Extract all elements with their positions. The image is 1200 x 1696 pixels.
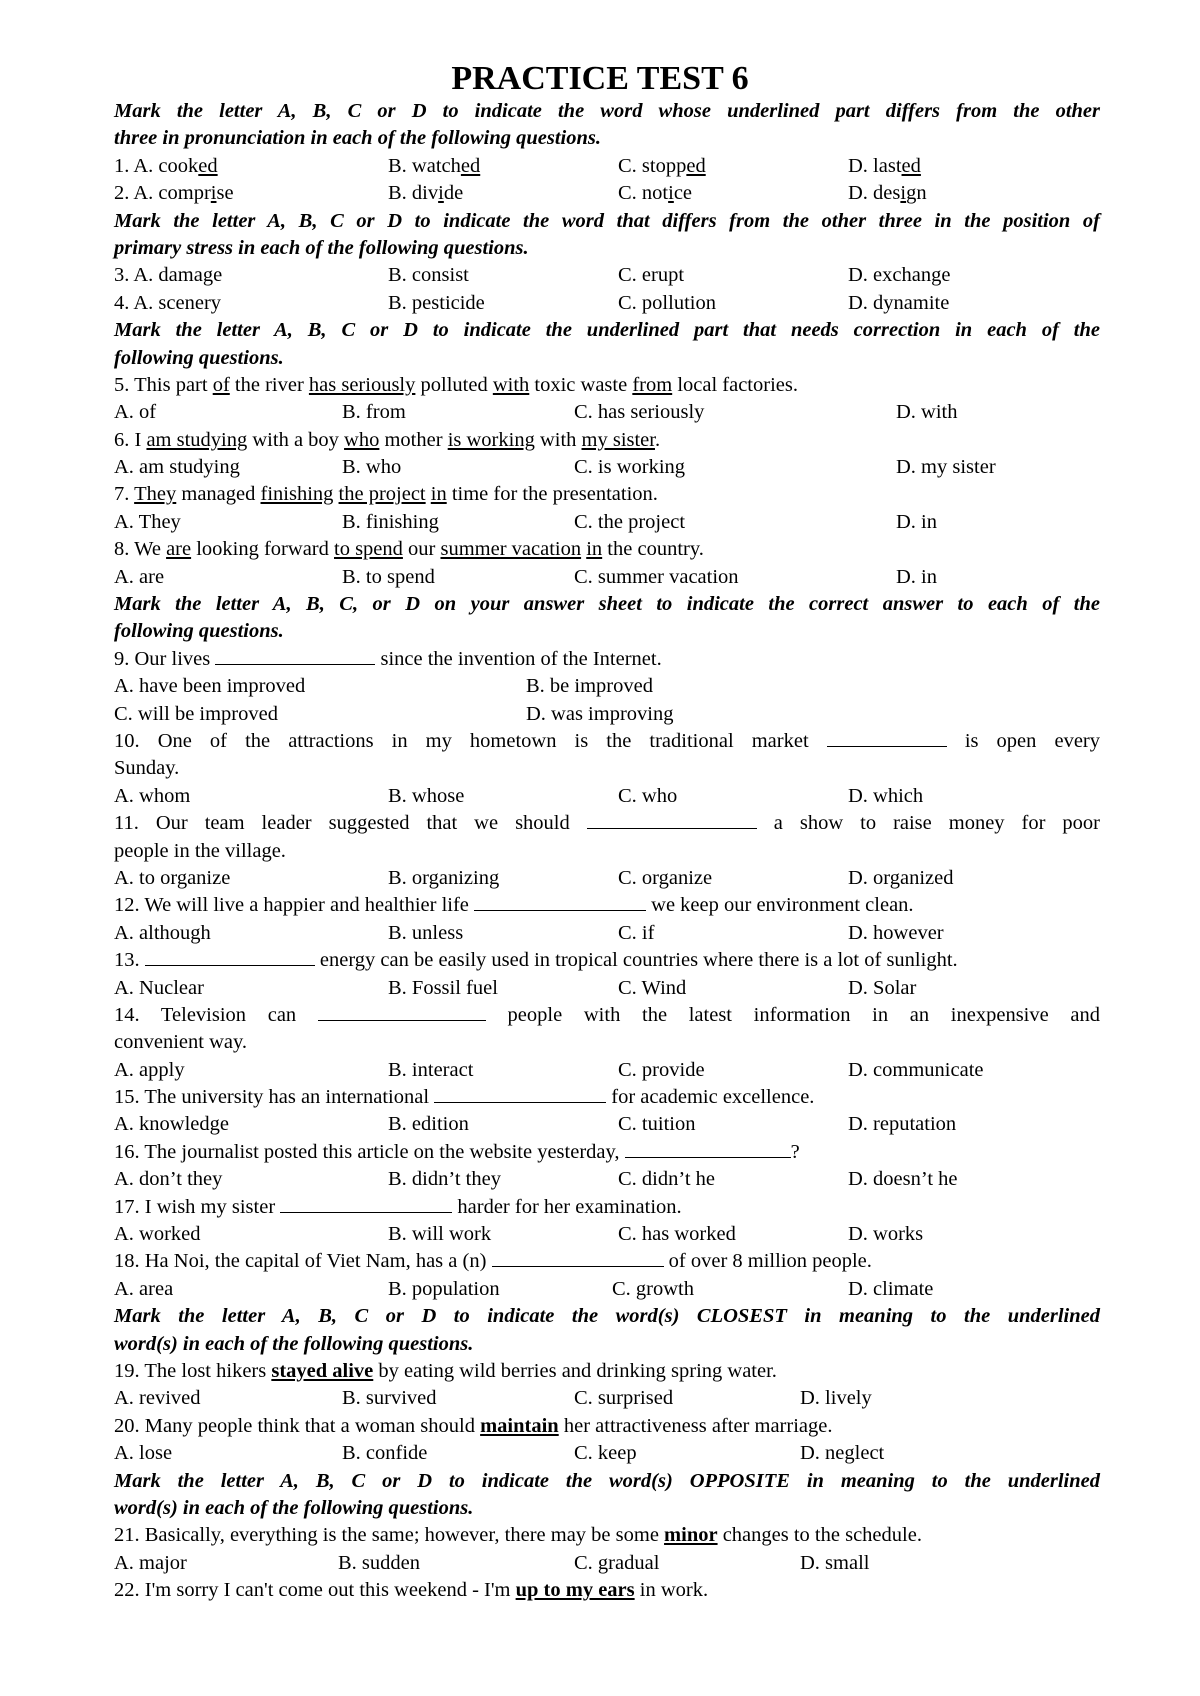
question-19-options [114, 1385, 1100, 1412]
question-19-stem: 19. The lost hikers stayed alive by eating wild berries and drinking spring water. [114, 1359, 777, 1382]
option-17a: A. worked [114, 1223, 201, 1246]
option-15b: B. edition [388, 1113, 469, 1136]
question-12-stem: 12. We will live a happier and healthier life we keep our environment clean. [114, 894, 914, 917]
instruction-opposite-cont: word(s) in each of the following questions. [114, 1496, 474, 1519]
question-10-stem-cont: Sunday. [114, 757, 180, 780]
question-1-options [114, 153, 1100, 180]
instruction-correction-cont: following questions. [114, 346, 284, 369]
option-16a: A. don’t they [114, 1168, 223, 1191]
option-14a: A. apply [114, 1058, 185, 1081]
question-5-options [114, 399, 1100, 426]
option-1d: D. lasted [848, 154, 921, 177]
option-8b: B. to spend [342, 565, 435, 588]
option-20b: B. confide [342, 1442, 428, 1465]
option-16c: C. didn’t he [618, 1168, 715, 1191]
question-7-stem: 7. They managed finishing the project in time for the presentation. [114, 483, 658, 506]
option-7c: C. the project [574, 510, 686, 533]
question-2-options [114, 180, 1100, 207]
question-21-stem: 21. Basically, everything is the same; however, there may be some minor changes to the schedule. [114, 1524, 922, 1547]
option-2a: 2. A. comprise [114, 182, 234, 205]
instruction-correct-answer-cont: following questions. [114, 620, 284, 643]
option-14c: C. provide [618, 1058, 705, 1081]
option-4b: B. pesticide [388, 291, 485, 314]
answer-blank [474, 892, 646, 911]
option-11d: D. organized [848, 866, 954, 889]
question-8-options [114, 564, 1100, 591]
answer-blank [280, 1194, 452, 1213]
option-13d: D. Solar [848, 976, 917, 999]
option-10d: D. which [848, 784, 924, 807]
instruction-stress: Mark the letter A, B, C or D to indicate the word that differs from the other three in the position of [114, 209, 1100, 232]
instruction-pronunciation: Mark the letter A, B, C or D to indicate the word whose underlined part differs from the other [114, 100, 1100, 122]
option-5d: D. with [896, 401, 958, 424]
option-5a: A. of [114, 401, 157, 424]
option-18d: D. climate [848, 1277, 934, 1300]
option-15c: C. tuition [618, 1113, 696, 1136]
answer-blank [215, 646, 375, 665]
question-16-stem: 16. The journalist posted this article on the website yesterday, ? [114, 1140, 800, 1163]
option-20c: C. keep [574, 1442, 637, 1465]
option-17b: B. will work [388, 1223, 492, 1246]
question-20-options [114, 1440, 1100, 1467]
question-17-stem: 17. I wish my sister harder for her examination. [114, 1195, 682, 1218]
answer-blank [434, 1084, 606, 1103]
option-7d: D. in [896, 510, 937, 533]
option-17d: D. works [848, 1223, 924, 1246]
option-18a: A. area [114, 1277, 174, 1300]
instruction-closest: Mark the letter A, B, C or D to indicate the word(s) CLOSEST in meaning to the underlined [114, 1305, 1100, 1328]
question-11-stem: 11. Our team leader suggested that we should a show to raise money for poor [114, 812, 1101, 835]
question-18-options [114, 1276, 1100, 1303]
question-4-options [114, 290, 1100, 317]
answer-blank [492, 1248, 664, 1267]
option-19c: C. surprised [574, 1387, 674, 1410]
option-16d: D. doesn’t he [848, 1168, 958, 1191]
question-6-stem: 6. I am studying with a boy who mother is working with my sister. [114, 428, 661, 451]
option-19a: A. revived [114, 1387, 201, 1410]
option-11c: C. organize [618, 866, 713, 889]
instruction-correct-answer: Mark the letter A, B, C, or D on your answer sheet to indicate the correct answer to each of the [114, 593, 1100, 616]
question-8-stem: 8. We are looking forward to spend our summer vacation in the country. [114, 538, 704, 561]
instruction-pronunciation-cont: three in pronunciation in each of the following questions. [114, 127, 601, 150]
option-4a: 4. A. scenery [114, 291, 222, 314]
question-9-options-cd [114, 701, 1100, 728]
question-7-options [114, 509, 1100, 536]
questions-body [114, 98, 1100, 1604]
answer-blank [318, 1002, 486, 1021]
option-2c: C. notice [618, 182, 693, 205]
option-15a: A. knowledge [114, 1113, 230, 1136]
option-18c: C. growth [612, 1277, 694, 1300]
question-11-stem-cont: people in the village. [114, 839, 286, 862]
option-6d: D. my sister [896, 456, 996, 479]
question-9-options-ab [114, 673, 1100, 700]
option-5b: B. from [342, 401, 406, 424]
option-10a: A. whom [114, 784, 191, 807]
option-10c: C. who [618, 784, 678, 807]
answer-blank [587, 810, 757, 829]
option-9c: C. will be improved [114, 702, 278, 725]
option-17c: C. has worked [618, 1223, 736, 1246]
question-18-stem: 18. Ha Noi, the capital of Viet Nam, has a (n) of over 8 million people. [114, 1250, 872, 1273]
option-21a: A. major [114, 1551, 187, 1574]
option-15d: D. reputation [848, 1113, 957, 1136]
option-6a: A. am studying [114, 456, 240, 479]
option-3a: 3. A. damage [114, 264, 223, 287]
option-1a: 1. A. cooked [114, 154, 218, 177]
option-12a: A. although [114, 921, 211, 944]
option-1c: C. stopped [618, 154, 706, 177]
option-18b: B. population [388, 1277, 500, 1300]
question-21-options [114, 1550, 1100, 1577]
option-11b: B. organizing [388, 866, 500, 889]
question-9-stem: 9. Our lives since the invention of the Internet. [114, 647, 662, 670]
question-13-options [114, 975, 1100, 1002]
option-13b: B. Fossil fuel [388, 976, 498, 999]
option-19b: B. survived [342, 1387, 437, 1410]
answer-blank [145, 947, 315, 966]
answer-blank [625, 1139, 791, 1158]
option-2b: B. divide [388, 182, 464, 205]
option-8d: D. in [896, 565, 937, 588]
option-4c: C. pollution [618, 291, 716, 314]
answer-blank [827, 728, 947, 747]
option-3b: B. consist [388, 264, 469, 287]
question-14-stem: 14. Television can people with the latest information in an inexpensive and [114, 1003, 1100, 1026]
option-12c: C. if [618, 921, 655, 944]
question-20-stem: 20. Many people think that a woman should maintain her attractiveness after marriage. [114, 1414, 833, 1437]
option-20d: D. neglect [800, 1442, 885, 1465]
question-13-stem: 13. energy can be easily used in tropical countries where there is a lot of sunlight. [114, 949, 958, 972]
option-19d: D. lively [800, 1387, 872, 1410]
option-11a: A. to organize [114, 866, 231, 889]
page-title: PRACTICE TEST 6 [451, 60, 749, 97]
option-7b: B. finishing [342, 510, 439, 533]
option-12b: B. unless [388, 921, 464, 944]
instruction-closest-cont: word(s) in each of the following questions. [114, 1332, 474, 1355]
question-6-options [114, 454, 1100, 481]
option-13c: C. Wind [618, 976, 687, 999]
option-21c: C. gradual [574, 1551, 660, 1574]
instruction-stress-cont: primary stress in each of the following questions. [114, 236, 529, 259]
option-20a: A. lose [114, 1442, 173, 1465]
option-9b: B. be improved [526, 675, 653, 698]
option-3c: C. erupt [618, 264, 685, 287]
question-22-stem: 22. I'm sorry I can't come out this weekend - I'm up to my ears in work. [114, 1579, 709, 1602]
question-16-options [114, 1166, 1100, 1193]
option-16b: B. didn’t they [388, 1168, 501, 1191]
option-13a: A. Nuclear [114, 976, 204, 999]
option-21b: B. sudden [338, 1551, 420, 1574]
question-14-options [114, 1057, 1100, 1084]
question-10-options [114, 783, 1100, 810]
option-14d: D. communicate [848, 1058, 984, 1081]
option-10b: B. whose [388, 784, 465, 807]
option-9d: D. was improving [526, 702, 674, 725]
option-14b: B. interact [388, 1058, 474, 1081]
option-1b: B. watched [388, 154, 481, 177]
question-17-options [114, 1221, 1100, 1248]
option-9a: A. have been improved [114, 675, 306, 698]
question-15-options [114, 1111, 1100, 1138]
question-15-stem: 15. The university has an international for academic excellence. [114, 1086, 815, 1109]
option-2d: D. design [848, 182, 927, 205]
question-5-stem: 5. This part of the river has seriously polluted with toxic waste from local factories. [114, 373, 798, 396]
option-5c: C. has seriously [574, 401, 705, 424]
option-6c: C. is working [574, 456, 686, 479]
option-3d: D. exchange [848, 264, 951, 287]
option-6b: B. who [342, 456, 402, 479]
option-12d: D. however [848, 921, 944, 944]
instruction-correction: Mark the letter A, B, C or D to indicate the underlined part that needs correction in each of the [114, 319, 1100, 342]
question-14-stem-cont: convenient way. [114, 1031, 248, 1054]
option-8c: C. summer vacation [574, 565, 739, 588]
instruction-opposite: Mark the letter A, B, C or D to indicate the word(s) OPPOSITE in meaning to the underlined [114, 1469, 1100, 1492]
question-11-options [114, 865, 1100, 892]
question-10-stem: 10. One of the attractions in my hometown is the traditional market is open every [114, 729, 1101, 752]
option-21d: D. small [800, 1551, 870, 1574]
option-8a: A. are [114, 565, 165, 588]
option-4d: D. dynamite [848, 291, 950, 314]
option-7a: A. They [114, 510, 181, 533]
question-3-options [114, 262, 1100, 289]
question-12-options [114, 920, 1100, 947]
